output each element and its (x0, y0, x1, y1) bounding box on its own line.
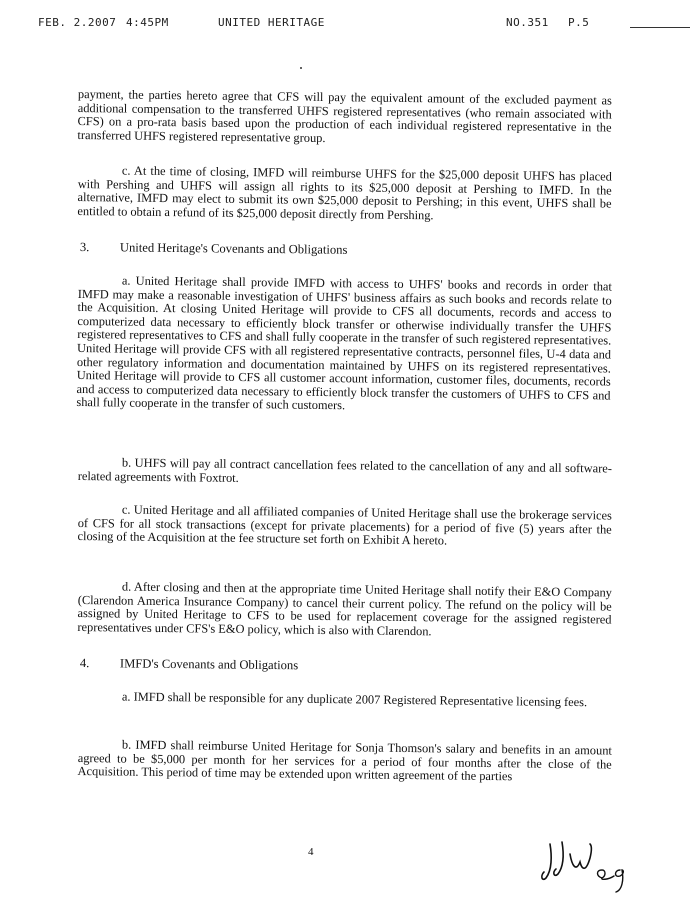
section-heading-3 (80, 240, 600, 259)
page-number: 4 (308, 846, 314, 858)
paragraph-3d: d. After closing and then at the appropriate time United Heritage shall notify their E&O Company (Clarendon America Insurance Company) to cancel their current policy. The refund on the policy will be assigned by United Heritage to CFS to be used for replacement coverage for the assigned registered representatives under CFS's E&O policy, which is also with Clarendon. (77, 579, 612, 639)
handwritten-initials (540, 836, 640, 896)
section-heading-4 (80, 656, 600, 675)
paragraph-3a: a. United Heritage shall provide IMFD with access to UHFS' books and records in order that IMFD may make a reasonable investigation of UHFS' business affairs as such books and records relate to the Acquisition. At closing United Heritage will provide to CFS all documents, records and access to computerized data necessary to efficiently block transfer or otherwise individually transfer the UHFS registered representatives to CFS and shall fully cooperate in the transfer of such registered representatives. United Heritage will provide CFS with all registered representative contracts, personnel files, U-4 data and other regulatory information and documentation maintained by UHFS on its registered representatives. United Heritage will provide to CFS all customer account information, customer files, documents, records and access to computerized data necessary to efficiently block transfer the customers of UHFS to CFS and shall fully cooperate in the transfer of such customers. (76, 273, 612, 413)
section-4-title: IMFD's Covenants and Obligations (119, 656, 299, 673)
fax-time: 4:45PM (126, 16, 169, 29)
fax-sender: UNITED HERITAGE (218, 16, 325, 29)
fax-header (38, 16, 658, 36)
fax-header-rule (630, 27, 690, 28)
paragraph-3b: b. UHFS will pay all contract cancellation fees related to the cancellation of any and all software-related agreements with Foxtrot. (77, 455, 612, 485)
paragraph-4a: a. IMFD shall be responsible for any duplicate 2007 Registered Representative licensing fees. (121, 689, 588, 710)
section-4-number: 4. (79, 656, 90, 671)
fax-number: NO.351 (506, 16, 549, 29)
paragraph-4b: b. IMFD shall reimburse United Heritage for Sonja Thomson's salary and benefits in an amount agreed to be $5,000 per month for her services for a period of four months after the close of the Acquisition. This period of time may be extended upon written agreement of the parties (77, 737, 612, 784)
fax-date: FEB. 2.2007 (38, 16, 117, 29)
fax-page: P.5 (568, 16, 590, 29)
paragraph-payment: payment, the parties hereto agree that CFS will pay the equivalent amount of the excluded payment as additional compensation to the transferred UHFS registered representatives (who remain associated with CFS) on a pro-rata basis based upon the production of each individual registered representative in the transferred UHFS registered representative group. (77, 87, 612, 145)
paragraph-3c: c. United Heritage and all affiliated companies of United Heritage shall use the brokerage services of CFS for all stock transactions (except for private placements) for a period of five (5) years after the closing of the Acquisition at the fee structure set forth on Exhibit A hereto. (77, 502, 612, 548)
paragraph-c-closing: c. At the time of closing, IMFD will reimburse UHFS for the $25,000 deposit UHFS has placed with Pershing and UHFS will assign all rights to its $25,000 deposit at Pershing to IMFD. In the alternative, IMFD may elect to submit its own $25,000 deposit to Pershing; in this event, UHFS shall be entitled to obtain a refund of its $25,000 deposit directly from Pershing. (77, 163, 612, 223)
scan-speck (300, 67, 302, 69)
section-3-number: 3. (79, 240, 90, 255)
section-3-title: United Heritage's Covenants and Obligations (119, 240, 348, 257)
